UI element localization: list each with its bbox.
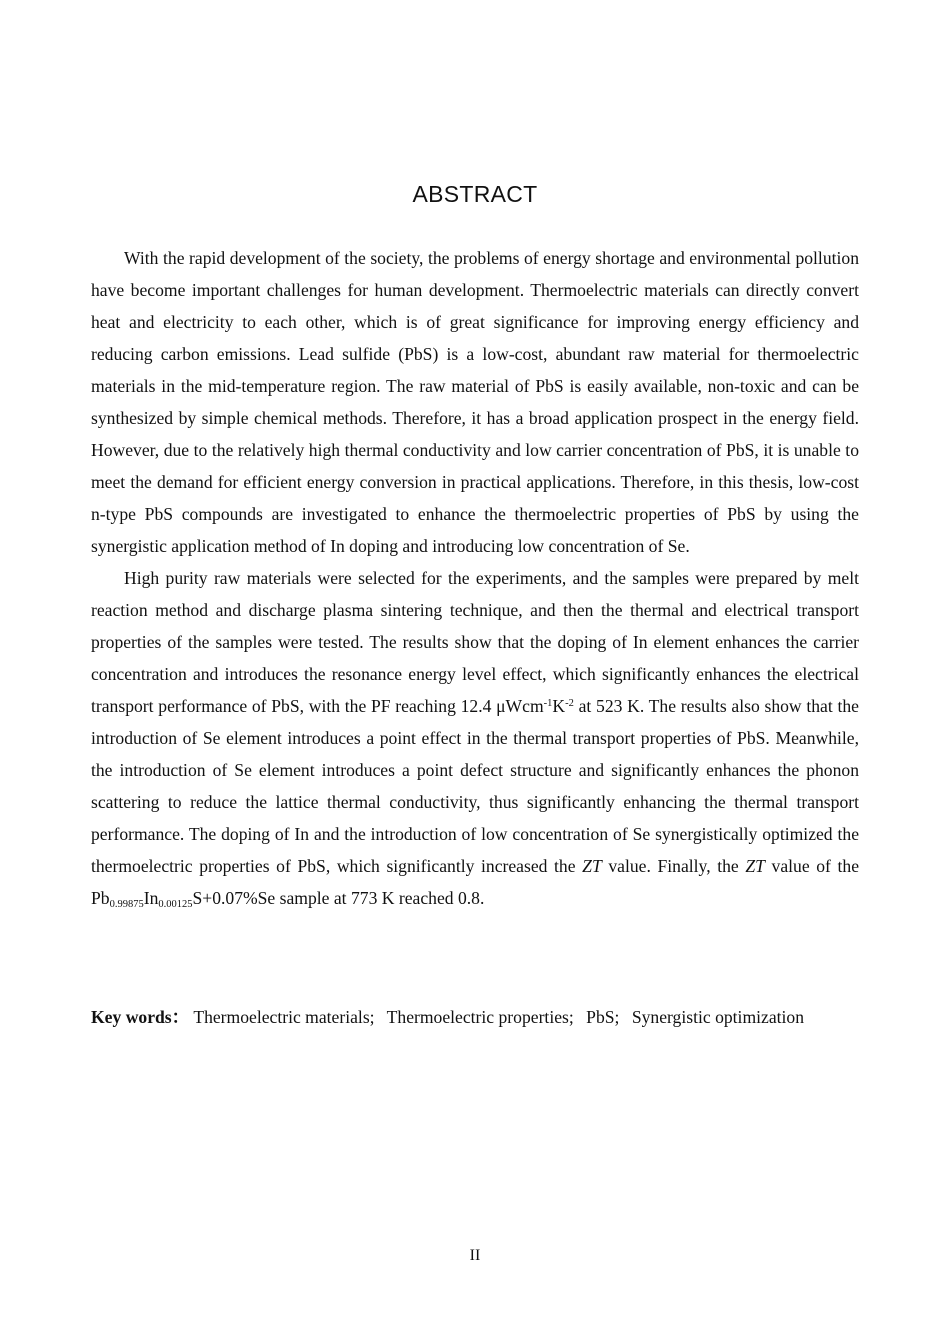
keyword-item: Thermoelectric materials;: [193, 1007, 375, 1027]
paragraph-2-text: at 523 K. The results also show that the introduction of Se element introduces a point effect in the thermal transport properties of PbS. Meanwhile, the introduction of Se element introduces a point defect structure and significantly enhances the phonon scattering to reduce the lattice thermal conductivity, thus significantly enhancing the thermal transport performance. The doping of In and the introduction of low concentration of Se synergistically optimized the thermoelectric properties of PbS, which significantly increased the: [91, 696, 859, 876]
zt-symbol: ZT: [745, 856, 765, 876]
keywords-label: Key words：: [91, 1007, 190, 1027]
abstract-paragraph-1: With the rapid development of the society, the problems of energy shortage and environmental pollution have become important challenges for human development. Thermoelectric materials can directly convert heat and electricity to each other, which is of great significance for improving energy efficiency and reducing carbon emissions. Lead sulfide (PbS) is a low-cost, abundant raw material for thermoelectric materials in the mid-temperature region. The raw material of PbS is easily available, non-toxic and can be synthesized by simple chemical methods. Therefore, it has a broad application prospect in the energy field. However, due to the relatively high thermal conductivity and low carrier concentration of PbS, it is unable to meet the demand for efficient energy conversion in practical applications. Therefore, in this thesis, low-cost n-type PbS compounds are investigated to enhance the thermoelectric properties of PbS by using the synergistic application method of In doping and introducing low concentration of Se.: [91, 248, 859, 556]
zt-symbol: ZT: [582, 856, 602, 876]
formula-subscript: 0.00125: [158, 899, 193, 910]
formula-text: In: [143, 888, 159, 908]
abstract-body: [91, 242, 859, 914]
formula-subscript: 0.99875: [109, 899, 144, 910]
keyword-item: PbS;: [586, 1007, 620, 1027]
unit-text: K: [552, 696, 566, 716]
paragraph-2-text: value of the Pb: [91, 856, 860, 908]
keyword-item: Thermoelectric properties;: [386, 1007, 574, 1027]
keyword-item: Synergistic optimization: [631, 1007, 805, 1027]
keywords-line: [91, 1001, 871, 1033]
abstract-title: ABSTRACT: [412, 181, 538, 207]
page-number: II: [469, 1247, 481, 1264]
unit-exponent: -1: [543, 698, 553, 709]
paragraph-2-text: value. Finally, the: [601, 856, 746, 876]
unit-exponent: -2: [565, 698, 574, 709]
paragraph-2-text: S+0.07%Se sample at 773 K reached 0.8.: [192, 888, 485, 908]
abstract-paragraph-2: [91, 562, 859, 914]
paragraph-2-text: High purity raw materials were selected for the experiments, and the samples were prepared by melt reaction method and discharge plasma sintering technique, and then the thermal and electrical transport properties of the samples were tested. The results show that the doping of In element enhances the carrier concentration and introduces the resonance energy level effect, which significantly enhances the electrical transport performance of PbS, with the PF reaching 12.4 μWcm: [91, 568, 859, 716]
